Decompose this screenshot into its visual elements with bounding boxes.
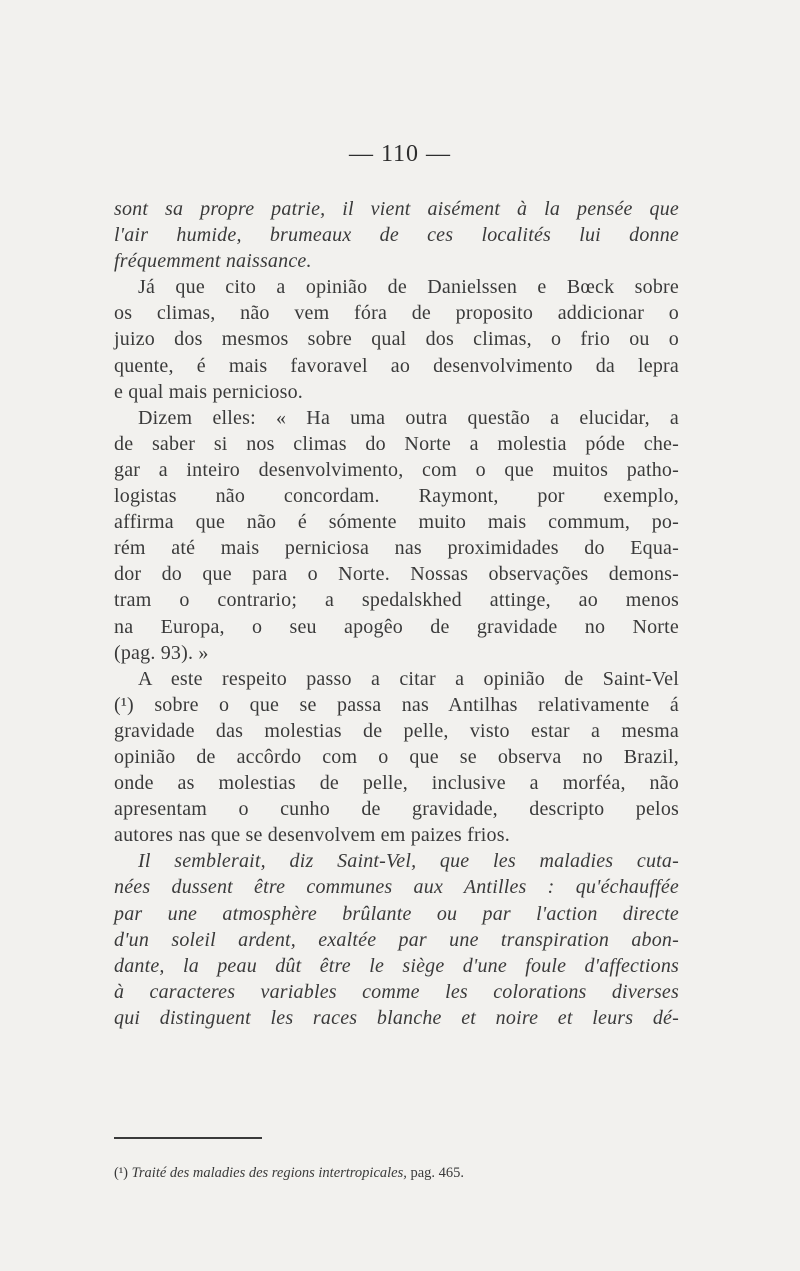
text-line: dante, la peau dût être le siège d'une foule d'affections xyxy=(114,954,679,977)
text-line: e qual mais pernicioso. xyxy=(114,380,303,403)
text-line: A este respeito passo a citar a opinião de Saint-Vel xyxy=(138,667,679,690)
text-line: par une atmosphère brûlante ou par l'action directe xyxy=(114,902,679,925)
text-line: l'air humide, brumeaux de ces localités lui donne xyxy=(114,224,679,247)
text-line: na Europa, o seu apogêo de gravidade no Norte xyxy=(114,615,679,638)
text-line: os climas, não vem fóra de proposito addicionar o xyxy=(114,302,679,325)
body-text xyxy=(114,196,679,1031)
footnote-title: Traité des maladies des regions intertropicales, xyxy=(131,1165,407,1181)
page-number: — 110 — xyxy=(348,141,452,167)
text-line: Já que cito a opinião de Danielssen e Bœck sobre xyxy=(138,276,679,299)
text-line: dor do que para o Norte. Nossas observações demons- xyxy=(114,563,679,586)
text-line: qui distinguent les races blanche et noire et leurs dé- xyxy=(114,1006,679,1029)
text-line: affirma que não é sómente muito mais commum, po- xyxy=(114,511,679,534)
text-line: autores nas que se desenvolvem em paizes frios. xyxy=(114,824,510,847)
text-line: gar a inteiro desenvolvimento, com o que muitos patho- xyxy=(114,458,679,481)
text-line: onde as molestias de pelle, inclusive a morféa, não xyxy=(114,772,679,795)
text-line: de saber si nos climas do Norte a molestia póde che- xyxy=(114,432,679,455)
footnote xyxy=(114,1164,464,1182)
text-line: juizo dos mesmos sobre qual dos climas, o frio ou o xyxy=(114,328,679,351)
text-line: (pag. 93). » xyxy=(114,641,209,664)
text-line: fréquemment naissance. xyxy=(114,250,312,273)
text-line: apresentam o cunho de gravidade, descripto pelos xyxy=(114,798,679,821)
text-line: Il semblerait, diz Saint-Vel, que les maladies cuta- xyxy=(138,850,679,873)
text-line: d'un soleil ardent, exaltée par une transpiration abon- xyxy=(114,928,679,951)
footnote-divider xyxy=(114,1137,262,1139)
text-line: à caracteres variables comme les colorations diverses xyxy=(114,980,679,1003)
text-line: logistas não concordam. Raymont, por exemplo, xyxy=(114,485,679,508)
footnote-marker: (¹) xyxy=(114,1165,129,1181)
text-line: rém até mais perniciosa nas proximidades do Equa- xyxy=(114,537,679,560)
text-line: tram o contrario; a spedalskhed attinge, ao menos xyxy=(114,589,679,612)
text-line: opinião de accôrdo com o que se observa no Brazil, xyxy=(114,745,679,768)
text-line: gravidade das molestias de pelle, visto estar a mesma xyxy=(114,719,679,742)
text-line: nées dussent être communes aux Antilles : qu'échauffée xyxy=(114,876,679,899)
text-line: (¹) sobre o que se passa nas Antilhas relativamente á xyxy=(114,693,679,716)
text-line: Dizem elles: « Ha uma outra questão a elucidar, a xyxy=(138,406,679,429)
text-line: sont sa propre patrie, il vient aisément à la pensée que xyxy=(114,198,679,220)
text-line: quente, é mais favoravel ao desenvolvimento da lepra xyxy=(114,354,679,377)
footnote-page-ref: pag. 465. xyxy=(410,1165,465,1181)
